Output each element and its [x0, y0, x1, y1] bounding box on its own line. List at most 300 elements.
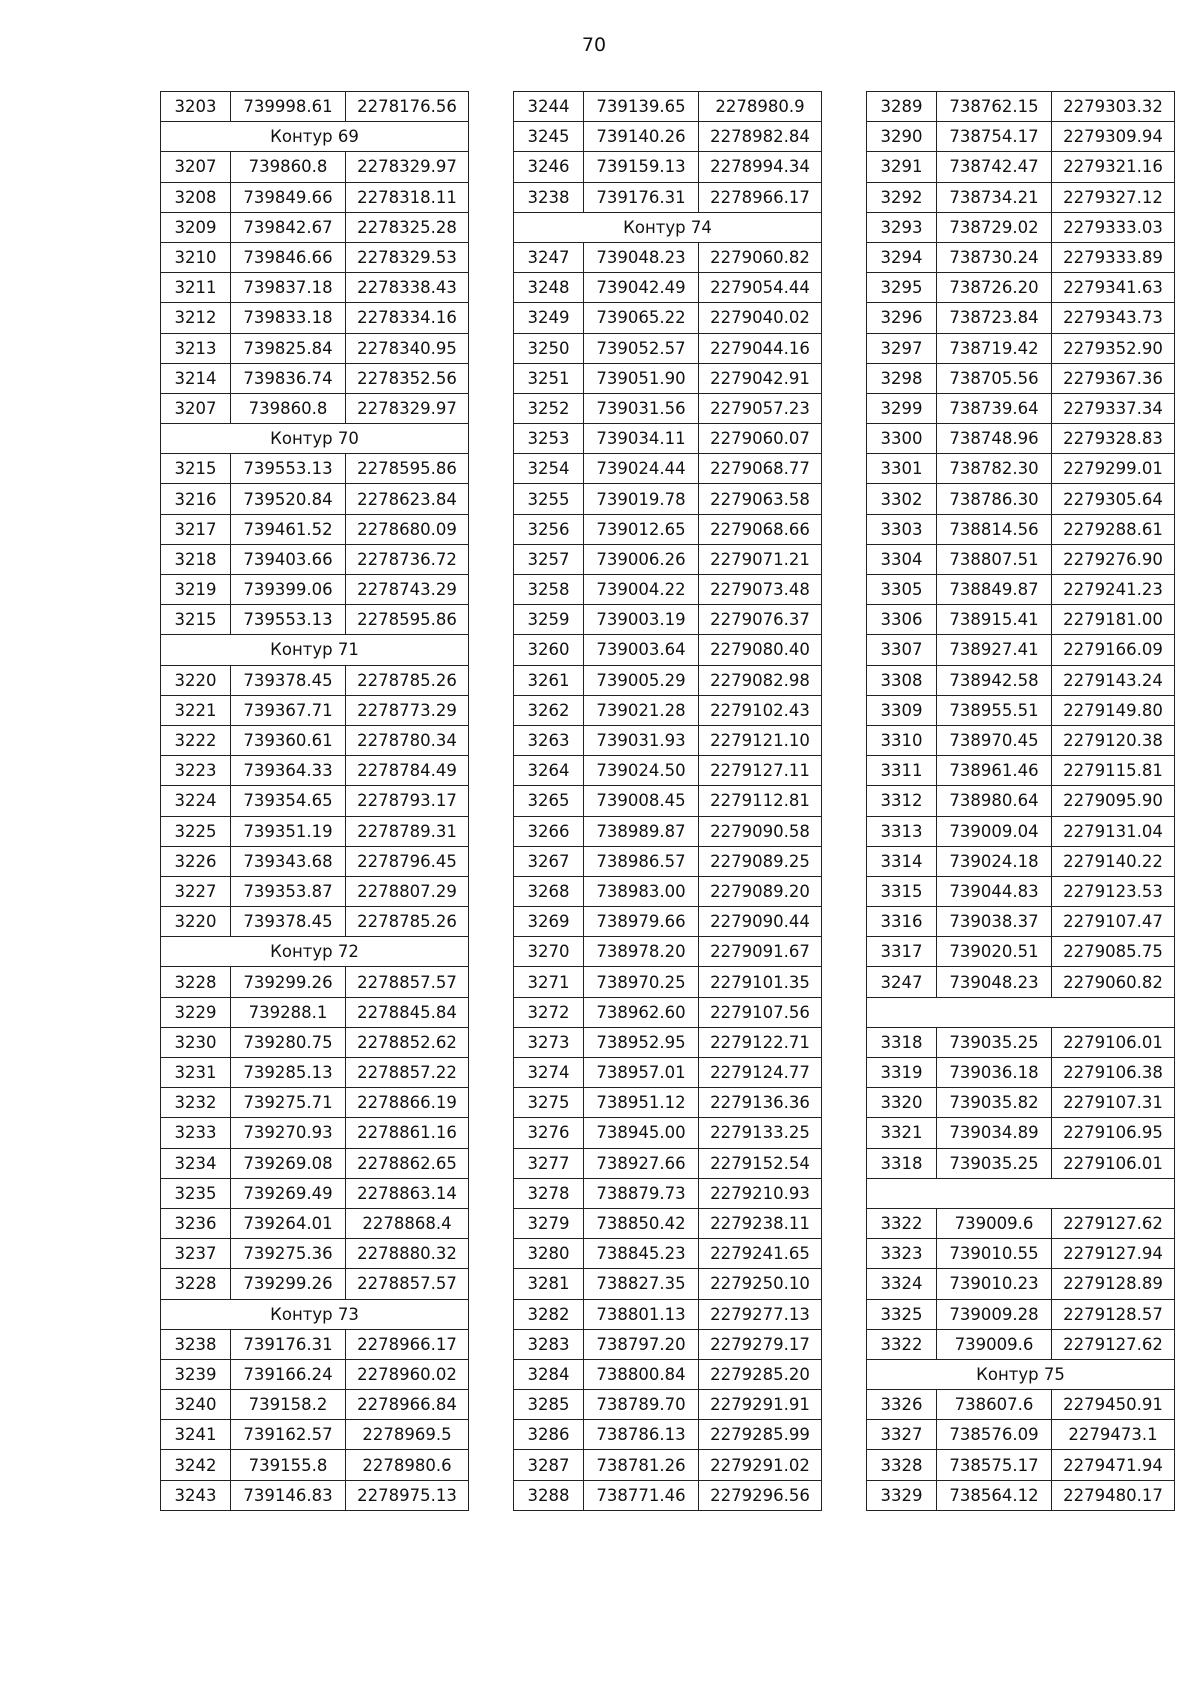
- y-coordinate-cell: 2279089.25: [699, 846, 822, 876]
- table-row: [514, 424, 822, 454]
- table-row: [514, 725, 822, 755]
- point-number-cell: 3326: [867, 1390, 937, 1420]
- y-coordinate-cell: 2279106.01: [1052, 1027, 1175, 1057]
- y-coordinate-cell: 2278960.02: [346, 1359, 469, 1389]
- table-row: [514, 695, 822, 725]
- point-number-cell: 3282: [514, 1299, 584, 1329]
- table-row: [161, 1480, 469, 1510]
- x-coordinate-cell: 738729.02: [937, 212, 1052, 242]
- point-number-cell: 3310: [867, 725, 937, 755]
- x-coordinate-cell: 739035.25: [937, 1148, 1052, 1178]
- table-row: [514, 1420, 822, 1450]
- table-row: [514, 1118, 822, 1148]
- table-row: [867, 424, 1175, 454]
- y-coordinate-cell: 2278857.57: [346, 1269, 469, 1299]
- x-coordinate-cell: 738726.20: [937, 273, 1052, 303]
- point-number-cell: 3218: [161, 544, 231, 574]
- x-coordinate-cell: 739842.67: [231, 212, 346, 242]
- x-coordinate-cell: 739846.66: [231, 242, 346, 272]
- table-row: [161, 605, 469, 635]
- table-row: [514, 1208, 822, 1238]
- y-coordinate-cell: 2279107.56: [699, 997, 822, 1027]
- x-coordinate-cell: 739378.45: [231, 907, 346, 937]
- y-coordinate-cell: 2279133.25: [699, 1118, 822, 1148]
- x-coordinate-cell: 739354.65: [231, 786, 346, 816]
- y-coordinate-cell: 2279057.23: [699, 393, 822, 423]
- y-coordinate-cell: 2278966.84: [346, 1390, 469, 1420]
- y-coordinate-cell: 2278966.17: [346, 1329, 469, 1359]
- table-row: [161, 846, 469, 876]
- point-number-cell: 3238: [514, 182, 584, 212]
- point-number-cell: 3238: [161, 1329, 231, 1359]
- point-number-cell: 3203: [161, 92, 231, 122]
- table-row: [161, 1420, 469, 1450]
- table-row: [514, 333, 822, 363]
- point-number-cell: 3318: [867, 1148, 937, 1178]
- point-number-cell: 3325: [867, 1299, 937, 1329]
- x-coordinate-cell: 739035.25: [937, 1027, 1052, 1057]
- contour-header-row: [161, 424, 469, 454]
- x-coordinate-cell: 738945.00: [584, 1118, 699, 1148]
- y-coordinate-cell: 2279089.20: [699, 876, 822, 906]
- x-coordinate-cell: 738730.24: [937, 242, 1052, 272]
- table-row: [514, 1239, 822, 1269]
- y-coordinate-cell: 2278334.16: [346, 303, 469, 333]
- point-number-cell: 3314: [867, 846, 937, 876]
- contour-header-row: [867, 997, 1175, 1027]
- point-number-cell: 3297: [867, 333, 937, 363]
- contour-header-row: [867, 1178, 1175, 1208]
- table-row: [161, 1118, 469, 1148]
- x-coordinate-cell: 739024.50: [584, 756, 699, 786]
- y-coordinate-cell: 2279091.67: [699, 937, 822, 967]
- point-number-cell: 3316: [867, 907, 937, 937]
- point-number-cell: 3327: [867, 1420, 937, 1450]
- point-number-cell: 3224: [161, 786, 231, 816]
- y-coordinate-cell: 2279106.01: [1052, 1148, 1175, 1178]
- x-coordinate-cell: 739162.57: [231, 1420, 346, 1450]
- table-row: [867, 907, 1175, 937]
- x-coordinate-cell: 739009.6: [937, 1208, 1052, 1238]
- table-row: [161, 665, 469, 695]
- table-row: [161, 333, 469, 363]
- x-coordinate-cell: 739343.68: [231, 846, 346, 876]
- x-coordinate-cell: 738789.70: [584, 1390, 699, 1420]
- point-number-cell: 3324: [867, 1269, 937, 1299]
- contour-header: Контур 75: [867, 1359, 1175, 1389]
- y-coordinate-cell: 2278793.17: [346, 786, 469, 816]
- point-number-cell: 3329: [867, 1480, 937, 1510]
- y-coordinate-cell: 2278785.26: [346, 907, 469, 937]
- x-coordinate-cell: 738762.15: [937, 92, 1052, 122]
- point-number-cell: 3255: [514, 484, 584, 514]
- point-number-cell: 3292: [867, 182, 937, 212]
- point-number-cell: 3264: [514, 756, 584, 786]
- point-number-cell: 3315: [867, 876, 937, 906]
- table-row: [161, 695, 469, 725]
- table-row: [867, 212, 1175, 242]
- y-coordinate-cell: 2278595.86: [346, 454, 469, 484]
- y-coordinate-cell: 2279090.58: [699, 816, 822, 846]
- table-row: [867, 333, 1175, 363]
- y-coordinate-cell: 2279127.62: [1052, 1329, 1175, 1359]
- y-coordinate-cell: 2279076.37: [699, 605, 822, 635]
- x-coordinate-cell: 739034.89: [937, 1118, 1052, 1148]
- point-number-cell: 3214: [161, 363, 231, 393]
- contour-header: [867, 1178, 1175, 1208]
- point-number-cell: 3312: [867, 786, 937, 816]
- table-row: [514, 907, 822, 937]
- point-number-cell: 3243: [161, 1480, 231, 1510]
- point-number-cell: 3300: [867, 424, 937, 454]
- x-coordinate-cell: 739288.1: [231, 997, 346, 1027]
- table-row: [867, 242, 1175, 272]
- table-row: [867, 665, 1175, 695]
- y-coordinate-cell: 2279128.89: [1052, 1269, 1175, 1299]
- point-number-cell: 3213: [161, 333, 231, 363]
- point-number-cell: 3208: [161, 182, 231, 212]
- table-row: [514, 1269, 822, 1299]
- y-coordinate-cell: 2278340.95: [346, 333, 469, 363]
- x-coordinate-cell: 739553.13: [231, 454, 346, 484]
- x-coordinate-cell: 739009.04: [937, 816, 1052, 846]
- point-number-cell: 3279: [514, 1208, 584, 1238]
- contour-header-row: [161, 635, 469, 665]
- y-coordinate-cell: 2279210.93: [699, 1178, 822, 1208]
- y-coordinate-cell: 2279060.82: [699, 242, 822, 272]
- x-coordinate-cell: 739833.18: [231, 303, 346, 333]
- point-number-cell: 3229: [161, 997, 231, 1027]
- point-number-cell: 3212: [161, 303, 231, 333]
- x-coordinate-cell: 739065.22: [584, 303, 699, 333]
- point-number-cell: 3207: [161, 393, 231, 423]
- y-coordinate-cell: 2279288.61: [1052, 514, 1175, 544]
- x-coordinate-cell: 739176.31: [584, 182, 699, 212]
- x-coordinate-cell: 738979.66: [584, 907, 699, 937]
- table-row: [514, 937, 822, 967]
- table-row: [161, 1239, 469, 1269]
- table-row: [867, 484, 1175, 514]
- table-row: [161, 1148, 469, 1178]
- table-row: [161, 303, 469, 333]
- table-row: [161, 1359, 469, 1389]
- x-coordinate-cell: 738980.64: [937, 786, 1052, 816]
- x-coordinate-cell: 739038.37: [937, 907, 1052, 937]
- table-row: [514, 152, 822, 182]
- table-row: [867, 786, 1175, 816]
- point-number-cell: 3228: [161, 1269, 231, 1299]
- x-coordinate-cell: 738942.58: [937, 665, 1052, 695]
- x-coordinate-cell: 739275.71: [231, 1088, 346, 1118]
- table-row: [867, 1118, 1175, 1148]
- contour-header-row: [867, 1359, 1175, 1389]
- y-coordinate-cell: 2278338.43: [346, 273, 469, 303]
- x-coordinate-cell: 739280.75: [231, 1027, 346, 1057]
- x-coordinate-cell: 739176.31: [231, 1329, 346, 1359]
- table-row: [867, 544, 1175, 574]
- y-coordinate-cell: 2279044.16: [699, 333, 822, 363]
- table-row: [867, 575, 1175, 605]
- table-row: [514, 786, 822, 816]
- point-number-cell: 3225: [161, 816, 231, 846]
- table-row: [867, 363, 1175, 393]
- table-row: [514, 575, 822, 605]
- x-coordinate-cell: 738739.64: [937, 393, 1052, 423]
- x-coordinate-cell: 738927.66: [584, 1148, 699, 1178]
- contour-header: Контур 71: [161, 635, 469, 665]
- x-coordinate-cell: 738952.95: [584, 1027, 699, 1057]
- x-coordinate-cell: 739051.90: [584, 363, 699, 393]
- point-number-cell: 3241: [161, 1420, 231, 1450]
- point-number-cell: 3240: [161, 1390, 231, 1420]
- x-coordinate-cell: 738986.57: [584, 846, 699, 876]
- x-coordinate-cell: 738705.56: [937, 363, 1052, 393]
- x-coordinate-cell: 739360.61: [231, 725, 346, 755]
- x-coordinate-cell: 738850.42: [584, 1208, 699, 1238]
- x-coordinate-cell: 739009.28: [937, 1299, 1052, 1329]
- y-coordinate-cell: 2279333.89: [1052, 242, 1175, 272]
- y-coordinate-cell: 2279333.03: [1052, 212, 1175, 242]
- point-number-cell: 3247: [867, 967, 937, 997]
- y-coordinate-cell: 2279341.63: [1052, 273, 1175, 303]
- contour-header: [867, 997, 1175, 1027]
- y-coordinate-cell: 2278857.57: [346, 967, 469, 997]
- table-row: [514, 122, 822, 152]
- y-coordinate-cell: 2279367.36: [1052, 363, 1175, 393]
- y-coordinate-cell: 2278857.22: [346, 1058, 469, 1088]
- table-row: [867, 1208, 1175, 1238]
- x-coordinate-cell: 738989.87: [584, 816, 699, 846]
- point-number-cell: 3267: [514, 846, 584, 876]
- y-coordinate-cell: 2278680.09: [346, 514, 469, 544]
- table-row: [867, 122, 1175, 152]
- x-coordinate-cell: 739008.45: [584, 786, 699, 816]
- point-number-cell: 3293: [867, 212, 937, 242]
- x-coordinate-cell: 739520.84: [231, 484, 346, 514]
- y-coordinate-cell: 2279106.95: [1052, 1118, 1175, 1148]
- coordinates-table-middle: [513, 91, 822, 1511]
- point-number-cell: 3277: [514, 1148, 584, 1178]
- point-number-cell: 3221: [161, 695, 231, 725]
- point-number-cell: 3254: [514, 454, 584, 484]
- point-number-cell: 3318: [867, 1027, 937, 1057]
- x-coordinate-cell: 739020.51: [937, 937, 1052, 967]
- x-coordinate-cell: 739005.29: [584, 665, 699, 695]
- y-coordinate-cell: 2278975.13: [346, 1480, 469, 1510]
- y-coordinate-cell: 2278329.53: [346, 242, 469, 272]
- y-coordinate-cell: 2279250.10: [699, 1269, 822, 1299]
- y-coordinate-cell: 2279241.23: [1052, 575, 1175, 605]
- point-number-cell: 3302: [867, 484, 937, 514]
- x-coordinate-cell: 739825.84: [231, 333, 346, 363]
- x-coordinate-cell: 739403.66: [231, 544, 346, 574]
- x-coordinate-cell: 738576.09: [937, 1420, 1052, 1450]
- table-row: [867, 1329, 1175, 1359]
- table-row: [161, 514, 469, 544]
- x-coordinate-cell: 738734.21: [937, 182, 1052, 212]
- y-coordinate-cell: 2279073.48: [699, 575, 822, 605]
- table-row: [161, 152, 469, 182]
- x-coordinate-cell: 739036.18: [937, 1058, 1052, 1088]
- x-coordinate-cell: 739009.6: [937, 1329, 1052, 1359]
- y-coordinate-cell: 2278969.5: [346, 1420, 469, 1450]
- table-row: [514, 635, 822, 665]
- table-row: [514, 1148, 822, 1178]
- table-row: [867, 1148, 1175, 1178]
- table-row: [514, 242, 822, 272]
- point-number-cell: 3209: [161, 212, 231, 242]
- x-coordinate-cell: 739010.23: [937, 1269, 1052, 1299]
- x-coordinate-cell: 738800.84: [584, 1359, 699, 1389]
- point-number-cell: 3215: [161, 454, 231, 484]
- table-row: [514, 846, 822, 876]
- table-row: [867, 1058, 1175, 1088]
- x-coordinate-cell: 739269.49: [231, 1178, 346, 1208]
- table-row: [514, 967, 822, 997]
- x-coordinate-cell: 739998.61: [231, 92, 346, 122]
- table-row: [514, 273, 822, 303]
- y-coordinate-cell: 2278785.26: [346, 665, 469, 695]
- point-number-cell: 3313: [867, 816, 937, 846]
- y-coordinate-cell: 2279285.99: [699, 1420, 822, 1450]
- y-coordinate-cell: 2278352.56: [346, 363, 469, 393]
- point-number-cell: 3259: [514, 605, 584, 635]
- point-number-cell: 3251: [514, 363, 584, 393]
- x-coordinate-cell: 739139.65: [584, 92, 699, 122]
- y-coordinate-cell: 2279303.32: [1052, 92, 1175, 122]
- y-coordinate-cell: 2279082.98: [699, 665, 822, 695]
- contour-header-row: [161, 1299, 469, 1329]
- x-coordinate-cell: 738961.46: [937, 756, 1052, 786]
- x-coordinate-cell: 738814.56: [937, 514, 1052, 544]
- y-coordinate-cell: 2278595.86: [346, 605, 469, 635]
- x-coordinate-cell: 738781.26: [584, 1450, 699, 1480]
- table-row: [514, 1299, 822, 1329]
- point-number-cell: 3262: [514, 695, 584, 725]
- y-coordinate-cell: 2278852.62: [346, 1027, 469, 1057]
- table-row: [514, 514, 822, 544]
- y-coordinate-cell: 2279060.07: [699, 424, 822, 454]
- x-coordinate-cell: 739024.18: [937, 846, 1052, 876]
- x-coordinate-cell: 738970.45: [937, 725, 1052, 755]
- table-row: [514, 605, 822, 635]
- y-coordinate-cell: 2279112.81: [699, 786, 822, 816]
- y-coordinate-cell: 2279068.66: [699, 514, 822, 544]
- table-row: [161, 756, 469, 786]
- point-number-cell: 3304: [867, 544, 937, 574]
- contour-header: Контур 70: [161, 424, 469, 454]
- x-coordinate-cell: 738575.17: [937, 1450, 1052, 1480]
- y-coordinate-cell: 2279285.20: [699, 1359, 822, 1389]
- table-row: [514, 816, 822, 846]
- point-number-cell: 3285: [514, 1390, 584, 1420]
- y-coordinate-cell: 2279106.38: [1052, 1058, 1175, 1088]
- x-coordinate-cell: 739140.26: [584, 122, 699, 152]
- y-coordinate-cell: 2278176.56: [346, 92, 469, 122]
- y-coordinate-cell: 2279291.02: [699, 1450, 822, 1480]
- table-row: [514, 1088, 822, 1118]
- point-number-cell: 3271: [514, 967, 584, 997]
- x-coordinate-cell: 738849.87: [937, 575, 1052, 605]
- x-coordinate-cell: 739042.49: [584, 273, 699, 303]
- point-number-cell: 3321: [867, 1118, 937, 1148]
- y-coordinate-cell: 2279131.04: [1052, 816, 1175, 846]
- x-coordinate-cell: 738786.13: [584, 1420, 699, 1450]
- point-number-cell: 3278: [514, 1178, 584, 1208]
- x-coordinate-cell: 738879.73: [584, 1178, 699, 1208]
- y-coordinate-cell: 2279450.91: [1052, 1390, 1175, 1420]
- x-coordinate-cell: 738564.12: [937, 1480, 1052, 1510]
- y-coordinate-cell: 2279241.65: [699, 1239, 822, 1269]
- y-coordinate-cell: 2278845.84: [346, 997, 469, 1027]
- y-coordinate-cell: 2279343.73: [1052, 303, 1175, 333]
- table-row: [161, 907, 469, 937]
- table-row: [161, 725, 469, 755]
- point-number-cell: 3228: [161, 967, 231, 997]
- x-coordinate-cell: 738983.00: [584, 876, 699, 906]
- x-coordinate-cell: 738978.20: [584, 937, 699, 967]
- table-row: [514, 1178, 822, 1208]
- point-number-cell: 3237: [161, 1239, 231, 1269]
- x-coordinate-cell: 739299.26: [231, 1269, 346, 1299]
- point-number-cell: 3291: [867, 152, 937, 182]
- table-row: [867, 756, 1175, 786]
- y-coordinate-cell: 2279120.38: [1052, 725, 1175, 755]
- y-coordinate-cell: 2279127.11: [699, 756, 822, 786]
- point-number-cell: 3280: [514, 1239, 584, 1269]
- y-coordinate-cell: 2279071.21: [699, 544, 822, 574]
- table-row: [867, 92, 1175, 122]
- coordinates-table-left: [160, 91, 469, 1511]
- x-coordinate-cell: 738845.23: [584, 1239, 699, 1269]
- coordinates-table-right: [866, 91, 1175, 1511]
- point-number-cell: 3275: [514, 1088, 584, 1118]
- table-row: [161, 393, 469, 423]
- y-coordinate-cell: 2279291.91: [699, 1390, 822, 1420]
- point-number-cell: 3311: [867, 756, 937, 786]
- x-coordinate-cell: 739849.66: [231, 182, 346, 212]
- point-number-cell: 3294: [867, 242, 937, 272]
- table-row: [161, 967, 469, 997]
- point-number-cell: 3244: [514, 92, 584, 122]
- point-number-cell: 3215: [161, 605, 231, 635]
- table-row: [514, 454, 822, 484]
- x-coordinate-cell: 738962.60: [584, 997, 699, 1027]
- table-row: [161, 484, 469, 514]
- y-coordinate-cell: 2278862.65: [346, 1148, 469, 1178]
- table-row: [161, 454, 469, 484]
- point-number-cell: 3322: [867, 1329, 937, 1359]
- x-coordinate-cell: 739004.22: [584, 575, 699, 605]
- point-number-cell: 3261: [514, 665, 584, 695]
- y-coordinate-cell: 2279166.09: [1052, 635, 1175, 665]
- table-row: [867, 695, 1175, 725]
- y-coordinate-cell: 2278329.97: [346, 152, 469, 182]
- table-row: [867, 1450, 1175, 1480]
- x-coordinate-cell: 738807.51: [937, 544, 1052, 574]
- table-row: [161, 575, 469, 605]
- table-row: [514, 1480, 822, 1510]
- y-coordinate-cell: 2279152.54: [699, 1148, 822, 1178]
- y-coordinate-cell: 2279121.10: [699, 725, 822, 755]
- y-coordinate-cell: 2278623.84: [346, 484, 469, 514]
- y-coordinate-cell: 2279128.57: [1052, 1299, 1175, 1329]
- point-number-cell: 3258: [514, 575, 584, 605]
- point-number-cell: 3265: [514, 786, 584, 816]
- y-coordinate-cell: 2278866.19: [346, 1088, 469, 1118]
- x-coordinate-cell: 739275.36: [231, 1239, 346, 1269]
- y-coordinate-cell: 2279080.40: [699, 635, 822, 665]
